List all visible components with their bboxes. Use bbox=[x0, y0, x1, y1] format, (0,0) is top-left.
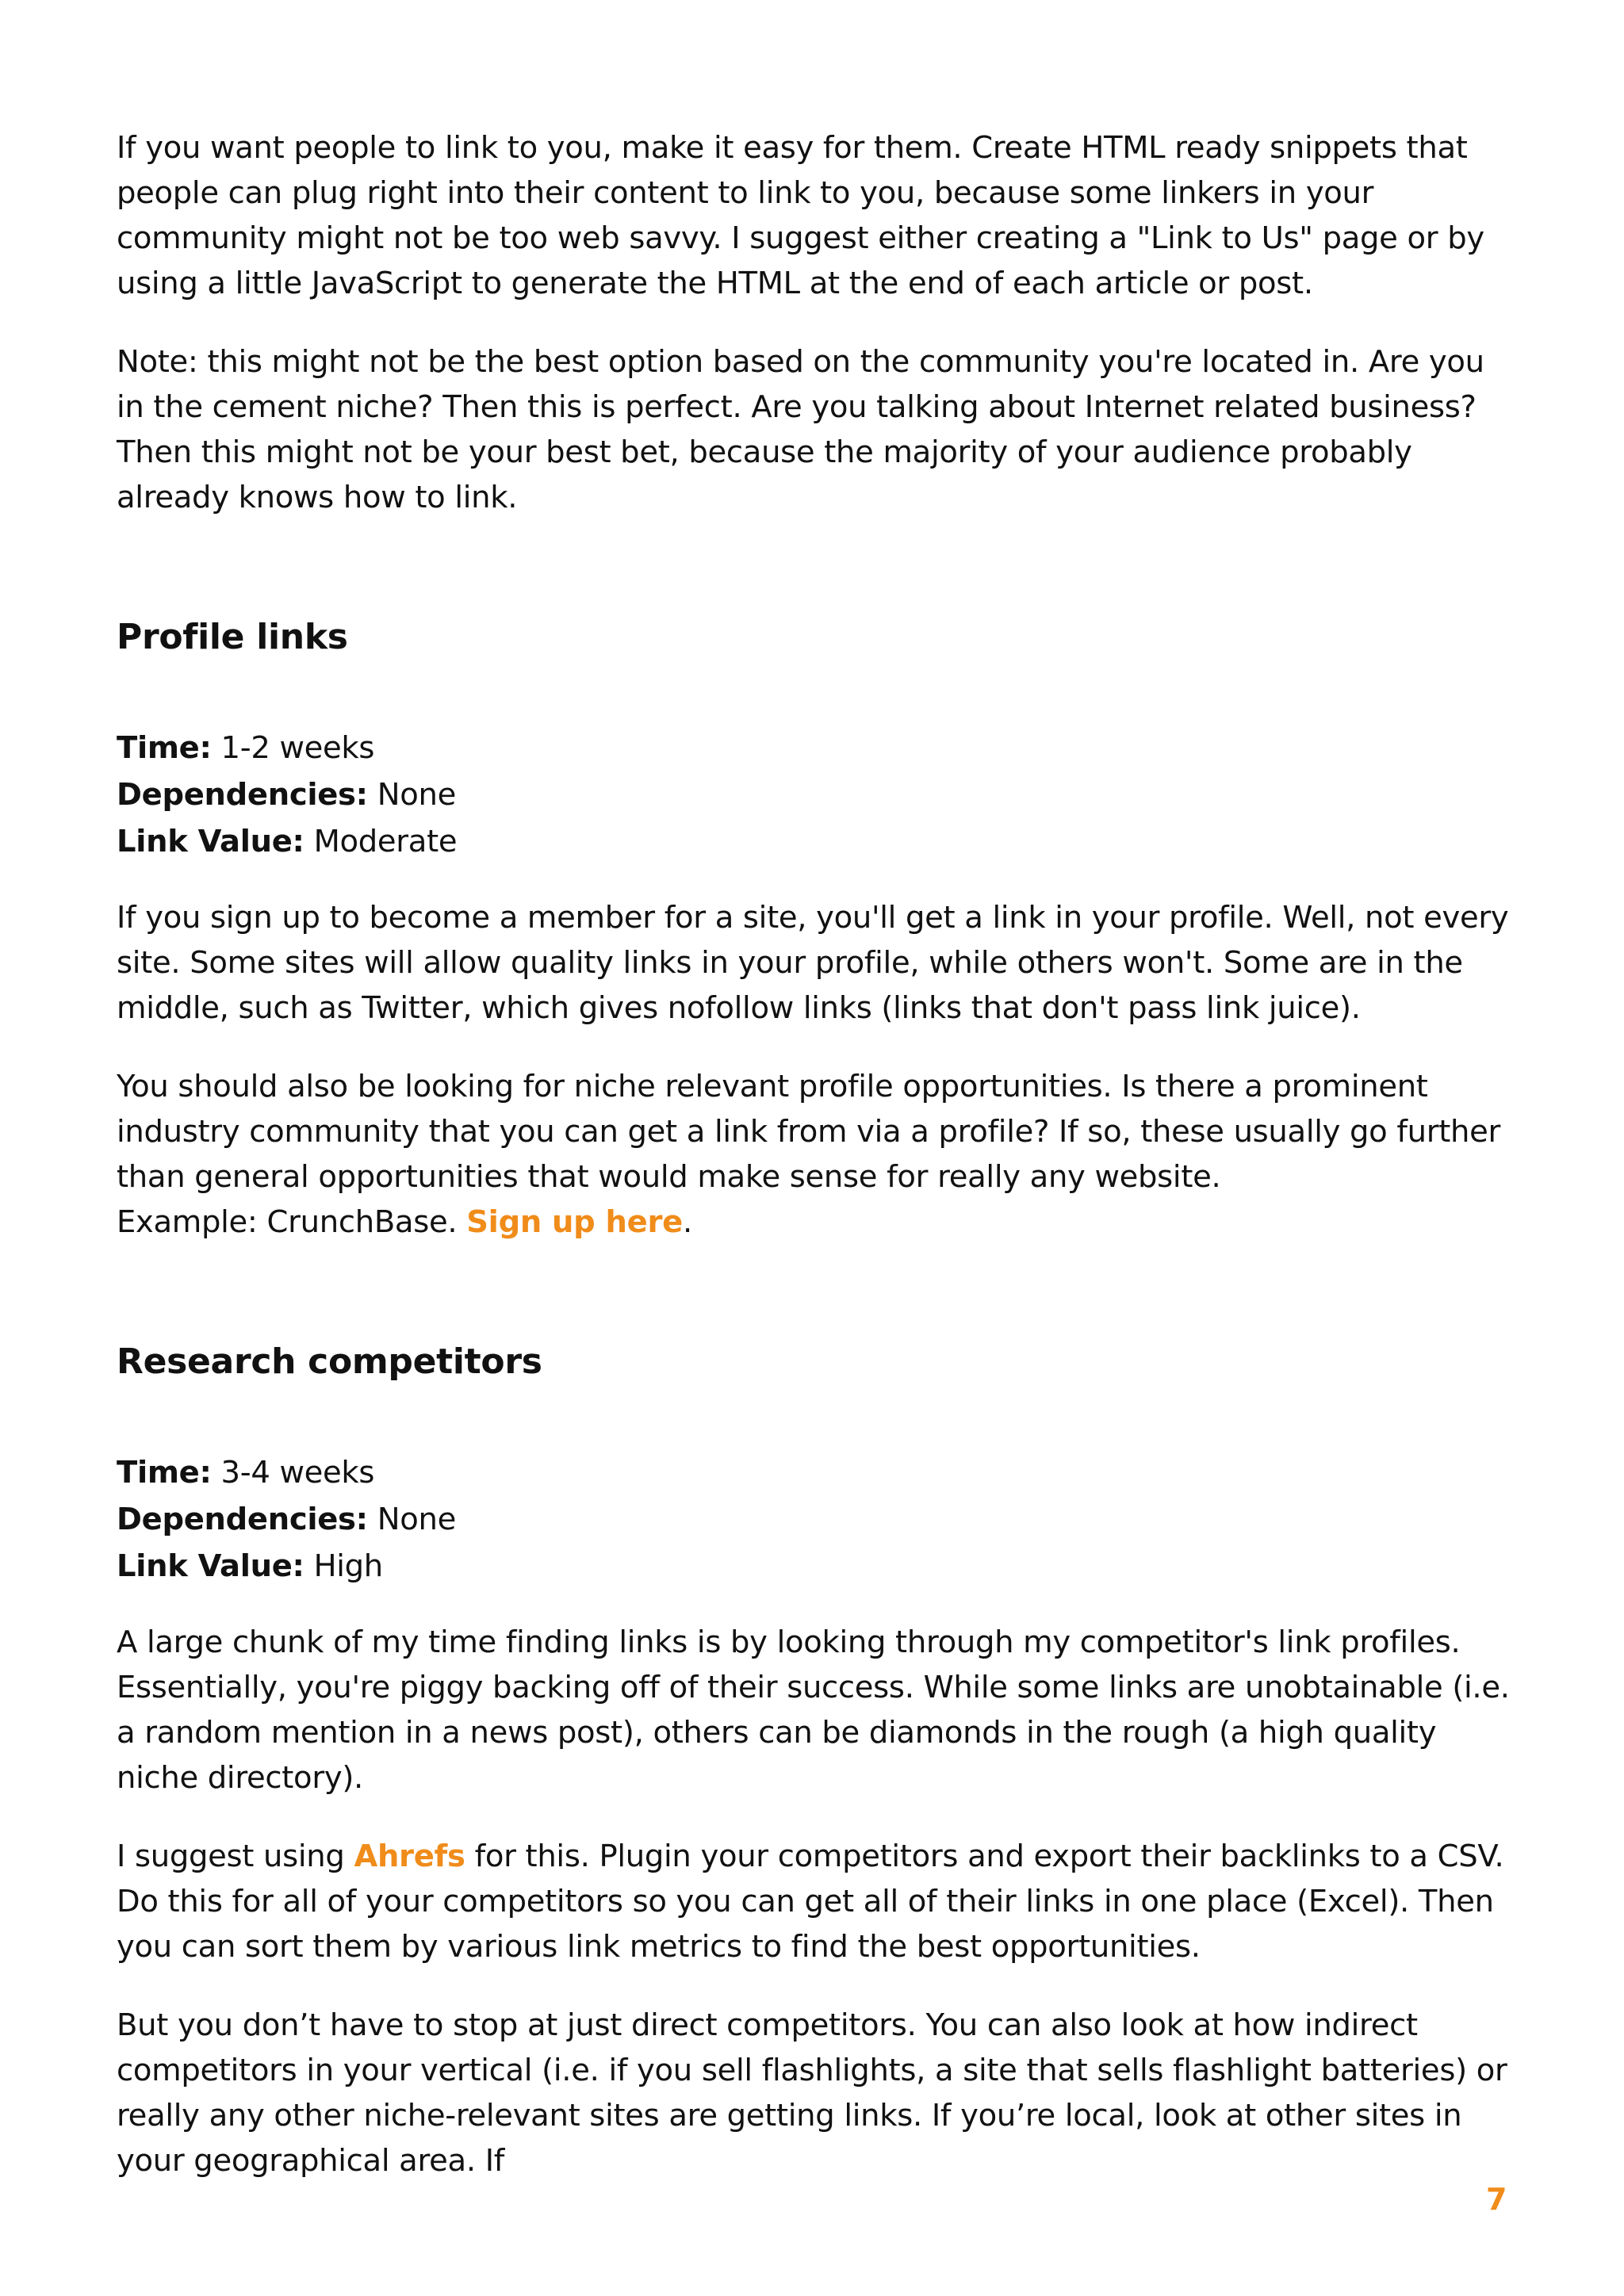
profile-links-paragraph-1: If you sign up to become a member for a site, you'll get a link in your profile. Well, not every site. Some sites will allow quality links in your profile, while others won't. Some are in the middle, such as Twitter, which gives nofollow links (links that don't pass link juice). bbox=[117, 900, 1509, 1026]
time-label: Time: bbox=[117, 1455, 212, 1490]
intro-paragraph-2: Note: this might not be the best option based on the community you're located in. Are you in the cement niche? Then this is perfect. Are you talking about Internet related business? Then this might not be your best bet, because the majority of your audience probably already knows how to link. bbox=[117, 344, 1484, 515]
profile-links-meta bbox=[117, 725, 1512, 865]
dependencies-value: None bbox=[367, 777, 456, 813]
intro-paragraph-1: If you want people to link to you, make it easy for them. Create HTML ready snippets that people can plug right into their content to link to you, because some linkers in your community might not be too web savvy. I suggest either creating a "Link to Us" page or by using a little JavaScript to generate the HTML at the end of each article or post. bbox=[117, 130, 1484, 301]
profile-links-example bbox=[117, 1200, 1512, 1245]
sign-up-link[interactable]: Sign up here bbox=[466, 1204, 683, 1240]
dependencies-label: Dependencies: bbox=[117, 777, 368, 813]
research-competitors-paragraph-3: But you don’t have to stop at just direct competitors. You can also look at how indirect competitors in your vertical (i.e. if you sell flashlights, a site that sells flashlight batteries) or really any other niche-relevant sites are getting links. If you’re local, look at other sites in your geographical area. If bbox=[117, 2007, 1507, 2179]
link-value-value: High bbox=[304, 1548, 383, 1584]
page-content bbox=[117, 125, 1512, 2183]
time-label: Time: bbox=[117, 730, 212, 766]
time-value: 1-2 weeks bbox=[211, 730, 375, 766]
link-value-line bbox=[117, 1543, 1512, 1590]
ahrefs-prefix: I suggest using bbox=[117, 1839, 354, 1874]
link-value-label: Link Value: bbox=[117, 824, 304, 859]
ahrefs-link[interactable]: Ahrefs bbox=[354, 1839, 465, 1874]
example-suffix: . bbox=[682, 1204, 692, 1240]
dependencies-label: Dependencies: bbox=[117, 1502, 368, 1537]
profile-links-paragraph-2: You should also be looking for niche relevant profile opportunities. Is there a prominent industry community that you can get a link from via a profile? If so, these usually go further than general opportunities that would make sense for really any website. bbox=[117, 1069, 1501, 1195]
ahrefs-suffix: for this. Plugin your competitors and export their backlinks to a CSV. Do this for all of your competitors so you can get all of their links in one place (Excel). Then you can sort them by various link metrics to find the best opportunities. bbox=[117, 1839, 1504, 1965]
time-line bbox=[117, 1449, 1512, 1496]
time-value: 3-4 weeks bbox=[211, 1455, 375, 1490]
link-value-value: Moderate bbox=[304, 824, 458, 859]
page-number: 7 bbox=[1486, 2182, 1507, 2217]
research-competitors-paragraph-1: A large chunk of my time finding links is by looking through my competitor's link profiles. Essentially, you're piggy backing off of their success. While some links are unobtainable (i.e. a random mention in a news post), others can be diamonds in the rough (a high quality niche directory). bbox=[117, 1624, 1510, 1796]
time-line bbox=[117, 725, 1512, 771]
research-competitors-heading: Research competitors bbox=[117, 1341, 542, 1382]
link-value-line bbox=[117, 818, 1512, 865]
dependencies-line bbox=[117, 1496, 1512, 1543]
research-competitors-meta bbox=[117, 1449, 1512, 1590]
profile-links-heading: Profile links bbox=[117, 617, 348, 657]
research-competitors-paragraph-2 bbox=[117, 1834, 1512, 1969]
dependencies-line bbox=[117, 771, 1512, 818]
dependencies-value: None bbox=[367, 1502, 456, 1537]
example-prefix: Example: CrunchBase. bbox=[117, 1204, 467, 1240]
link-value-label: Link Value: bbox=[117, 1548, 304, 1584]
